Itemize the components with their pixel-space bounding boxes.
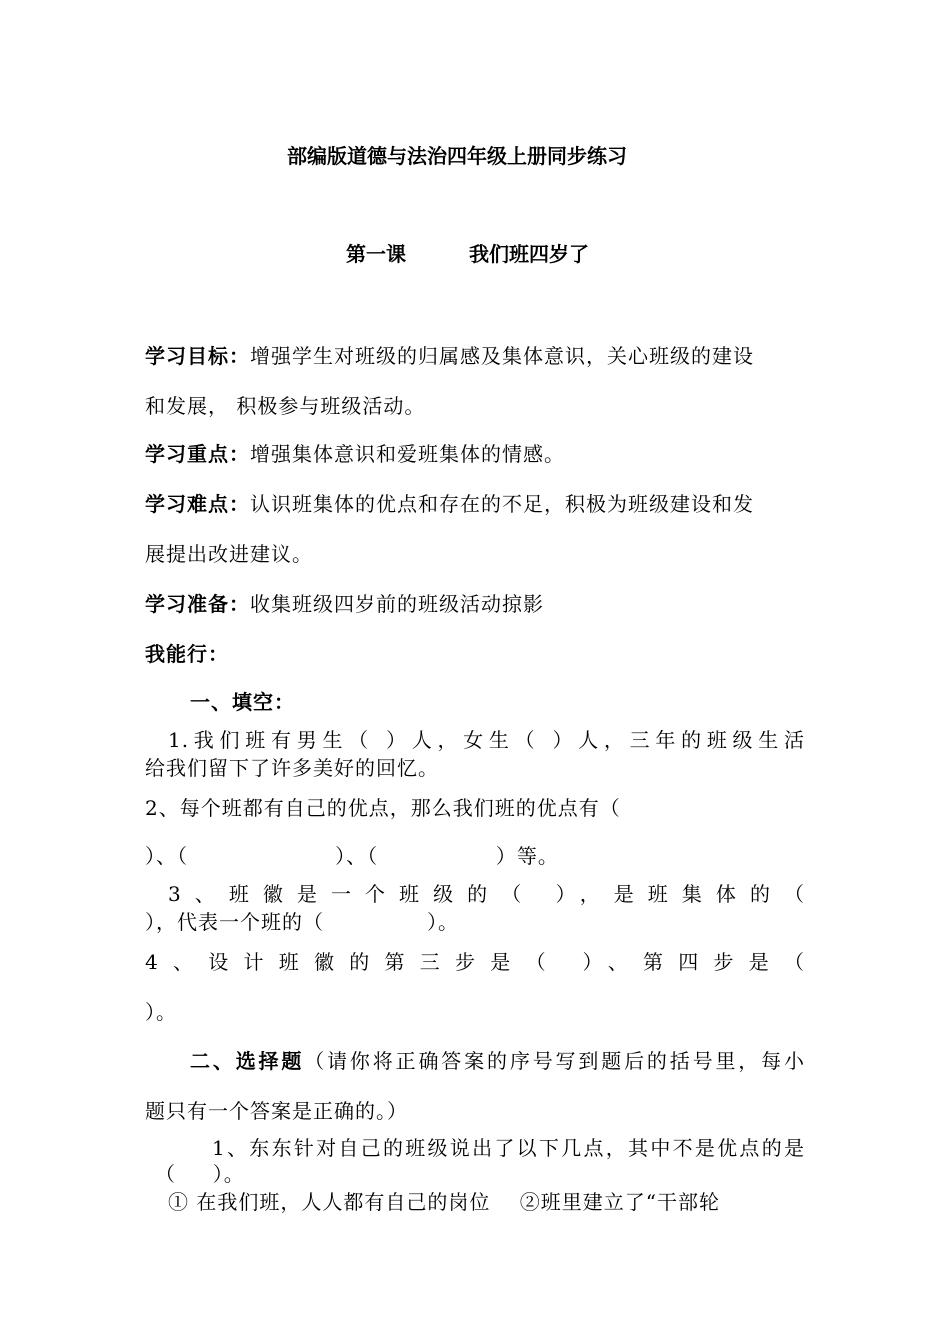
learning-difficulty bbox=[145, 488, 754, 517]
lesson-number: 第一课 bbox=[346, 242, 406, 266]
learning-difficulty-cont: 展提出改进建议。 bbox=[145, 542, 313, 566]
fill-question-1-cont: 给我们留下了许多美好的回忆。 bbox=[145, 756, 439, 780]
learning-difficulty-text: 认识班集体的优点和存在的不足，积极为班级建设和发 bbox=[250, 492, 754, 516]
section2-instruction: （请你将正确答案的序号写到题后的括号里，每小 bbox=[304, 1049, 806, 1073]
learning-goals-label: 学习目标： bbox=[145, 344, 250, 368]
learning-preparation-label: 学习准备： bbox=[145, 592, 250, 616]
document-title: 部编版道德与法治四年级上册同步练习 bbox=[287, 144, 627, 168]
section2-instruction-cont: 题只有一个答案是正确的。） bbox=[145, 1099, 408, 1123]
learning-goals bbox=[145, 340, 754, 369]
learning-focus-label: 学习重点： bbox=[145, 442, 250, 466]
fill-question-3: 3、班徽是一个班级的（ ），是班集体的（ bbox=[168, 882, 805, 906]
learning-focus-text: 增强集体意识和爱班集体的情感。 bbox=[250, 442, 565, 466]
learning-focus bbox=[145, 438, 565, 467]
learning-difficulty-label: 学习难点： bbox=[145, 492, 250, 516]
fill-question-2: 2、每个班都有自己的优点，那么我们班的优点有（ bbox=[145, 796, 621, 820]
fill-question-2-cont: ）、（ ）、（ ）等。 bbox=[145, 844, 559, 868]
fill-question-3-cont: ），代表一个班的（ ）。 bbox=[145, 910, 460, 934]
learning-goals-text: 增强学生对班级的归属感及集体意识，关心班级的建设 bbox=[250, 344, 754, 368]
choice-question-1: 1、东东针对自己的班级说出了以下几点，其中不是优点的是 bbox=[212, 1136, 805, 1160]
fill-question-4: 4、设计班徽的第三步是（ ）、第四步是（ bbox=[145, 950, 805, 974]
learning-goals-cont: 和发展， 积极参与班级活动。 bbox=[145, 394, 426, 418]
learning-preparation bbox=[145, 588, 544, 617]
fill-question-4-cont: ）。 bbox=[145, 1000, 177, 1024]
i-can-heading: 我能行： bbox=[145, 642, 229, 666]
learning-preparation-text: 收集班级四岁前的班级活动掠影 bbox=[250, 592, 544, 616]
section2-heading: 二、选择题 bbox=[190, 1049, 305, 1073]
choice-question-1-options: ① 在我们班，人人都有自己的岗位 ②班里建立了“干部轮 bbox=[168, 1190, 721, 1214]
choice-question-1-answer: （ ）。 bbox=[155, 1162, 245, 1186]
section2-heading-line bbox=[190, 1045, 805, 1074]
lesson-name: 我们班四岁了 bbox=[469, 242, 589, 266]
fill-question-1: 1.我们班有男生（ ）人，女生（ ）人，三年的班级生活 bbox=[168, 728, 805, 752]
section1-heading: 一、填空： bbox=[190, 690, 295, 714]
